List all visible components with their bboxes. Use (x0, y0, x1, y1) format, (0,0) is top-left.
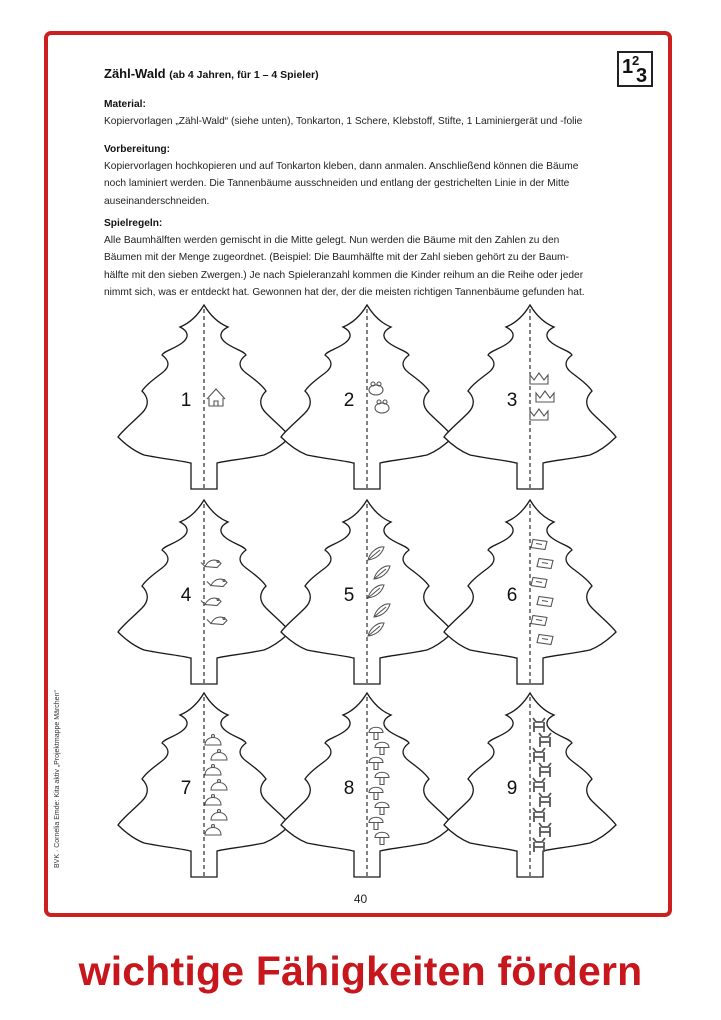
tree-number: 3 (506, 390, 518, 411)
tree-card-4 (118, 500, 290, 684)
section-line: Alle Baumhälften werden gemischt in die Mitte gelegt. Nun werden die Bäume mit den Zahlen zu den (104, 235, 560, 247)
tree-number: 8 (343, 778, 355, 799)
side-credit: BVK · Cornelia Emde: Kita aktiv „Projektmappe Märchen“ (54, 690, 61, 868)
tree-number: 4 (180, 585, 192, 606)
section-line: nimmt sich, was er entdeckt hat. Gewonnen hat der, der die meisten richtigen Tannenbäume gefunden hat. (104, 286, 585, 298)
tree-card-9 (444, 693, 616, 877)
tree-card-8 (281, 693, 453, 877)
section-line: hälfte mit den sieben Zwergen.) Je nach Spieleranzahl kommen die Kinder reihum an die Reihe oder jeder (104, 269, 584, 281)
tree-card-5 (281, 500, 453, 684)
title-subtitle: (ab 4 Jahren, für 1 – 4 Spieler) (169, 69, 319, 81)
section-heading: Material: (104, 99, 146, 110)
logo-digit-1: 1 (622, 56, 634, 78)
tree-number: 9 (506, 778, 518, 799)
section-line: auseinanderschneiden. (104, 195, 210, 207)
section-line: Kopiervorlagen „Zähl-Wald“ (siehe unten), Tonkarton, 1 Schere, Klebstoff, Stifte, 1 Laminiergerät und -folie (104, 116, 583, 128)
section-line: noch laminiert werden. Die Tannenbäume ausschneiden und entlang der gestrichelten Linie in der Mitte (104, 178, 570, 190)
section-line: Kopiervorlagen hochkopieren und auf Tonkarton kleben, dann anmalen. Anschließend können die Bäume (104, 161, 579, 173)
section-line: Bäumen mit der Menge zugeordnet. (Beispiel: Die Baumhälfte mit der Zahl sieben gehört zu der Baum- (104, 252, 569, 264)
tree-card-2 (281, 305, 453, 489)
page-number: 40 (353, 892, 368, 906)
title-main: Zähl-Wald (104, 66, 166, 81)
logo-digit-2: 2 (632, 53, 640, 68)
tree-number: 6 (506, 585, 518, 606)
section-heading: Spielregeln: (104, 218, 163, 229)
tree-card-1 (118, 305, 290, 489)
tree-number: 7 (180, 778, 192, 799)
logo-digit-3: 3 (636, 65, 648, 87)
tree-card-3 (444, 305, 616, 489)
tree-number: 1 (180, 390, 192, 411)
tree-card-7 (118, 693, 290, 877)
tree-number: 2 (343, 390, 355, 411)
section-heading: Vorbereitung: (104, 144, 171, 155)
tree-number: 5 (343, 585, 355, 606)
tree-card-6 (444, 500, 616, 684)
footer-slogan: wichtige Fähigkeiten fördern (78, 948, 643, 994)
